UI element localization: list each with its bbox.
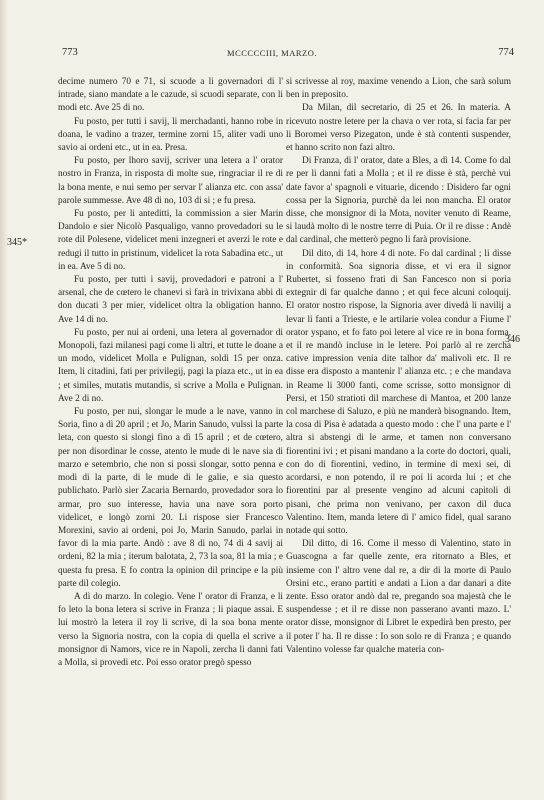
paragraph: Fu posto, per nui, slongar le mude a le nave, vanno in Soria, fino a dì 20 april ; et Jo, Marin Sanudo, vulssi la parte leta, con questo si slongi fino a dì 15 april ; et de cœtero, per non disordinar le cosse, atento le mude di le nave sia di marzo e setembrio, che non si possi slongar, sotto penna e modi di la parte, di le mude di le galie, e sia questo publichato. Parlò sier Zacaria Bernardo, provedador sora lo armar, pro suo interesse, havia una nave sora porto videlicet, e longò zorni 20. Li rispose sier Francesco Morexini, savio ai ordeni, poi Jo, Marin Sanudo, parlai in favor di la mia parte. Andò : ave 8 di no, 74 di 4 savij ai ordeni, 82 la mia ; iterum balotata, 2, 73 la soa, 81 la mia ; e questa fu presa. E fo contra la opinion dil principe e la più parte dil colegio. — [58, 407, 283, 589]
left-column — [58, 76, 283, 670]
paragraph: Fu posto, per tutti i savij, provedadori e patroni a l' arsenal, che de cœtero le chanevi si farà in trivixana abbi di don ducati 3 per mier, videlicet oltra la obligation hanno. Ave 14 di no. — [58, 275, 283, 325]
page-header — [0, 47, 544, 63]
right-column — [286, 76, 511, 657]
paragraph: Fu posto, per lhoro savij, scriver una letera a l' orator nostro in Franza, in risposta di molte sue, ringraciar il re di la bona mente, e nui semo per servar l' alianza etc. con assa' parole summesse. Ave 48 di no, 103 di si ; e fu presa. — [58, 156, 283, 206]
paragraph: Dil dito, di 14, hore 4 di note. Fo dal cardinal ; li disse in conformità. Soa signoria disse, et vi era il signor Rubertet, si fosseno frati di San Fancesco non si poria extegnir di far qualche danno ; et qui fece alcuni coloquij. El orator nostro rispose, la Signoria aver divedà li navilij a levar li fanti a Trieste, e le artilarie volea condur a Fiume l' orator yspano, et fo fato poi letere al vice re in bona forma, et il re mandò incluse in le letere. Poi parlò al re zercha cative impression venia dite talhor da' malivoli etc. Il re disse era disposto a mantenir l' alianza etc. ; e che mandava in Reame li 3000 fanti, come scrisse, sotto monsignor di Persi, et 150 stratioti dil marchese di Mantoa, et 200 lanze col marchese di Saluzo, e più ne manderà bisognando. Item, la cosa di Pisa è adatada a questo modo : che l' una parte e l' altra si abstengi di le arme, et tamen non conversano fiorentini ivi ; et pisani mandano a la corte do doctori, quali, con do di fiorentini, vedino, in termine di mexi sei, di acordarsi, e non potendo, il re poi li acorda lui ; et che fiorentini par al presente vengino ad alcuni capitoli di pisani, che prima non venivano, per caxon dil duca Valentino. Item, manda letere di l' amico fidel, qual sarano notade qui sotto. — [286, 248, 511, 536]
margin-number-left: 345* — [7, 237, 27, 248]
paragraph: A dì do marzo. In colegio. Vene l' orator di Franza, e li fo leto la bona letera si scrive in Franza ; li piaque assai. E lui mostrò la letera il roy li scrive, di la soa bona mente verso la Signoria nostra, con la copia di quella el scrive a monsignor di Namors, vice re in Napoli, zercha li danni fati a Molla, si provedi etc. Poi esso orator pregò spesso — [58, 591, 283, 668]
paragraph: Fu posto, per nui ai ordeni, una letera al governador di Monopoli, fazi milanesi pagi come li altri, et tutte le doane a un modo, videlicet Molla e Pulignan, soldi 15 per onza. Item, li citadini, fati per privilegij, pagi la piaza etc., ut in ea ; et similes, mutatis mutandis, si scrive a Molla e Pulignan. Ave 2 di no. — [58, 327, 283, 404]
paragraph: Dil ditto, di 16. Come il messo di Valentino, stato in Guascogna a far quelle zente, era ritornato a Bles, et insieme con l' altro vene dal re, a dir di la morte di Paulo Orsini etc., erano partiti e andati a Lion a dar danari a dite zente. Esso orator andò dal re, pregando soa majestà che le suspendesse ; et il re disse non passerano avanti mazo. L' orator disse, monsignor di Libret le expedirà ben presto, per il poter l' ha. Il re disse : Io son solo re di Franza ; e quando Valentino volesse far qualche materia con- — [286, 539, 511, 655]
page-number-left: 773 — [62, 47, 78, 58]
margin-number-right: 346 — [505, 334, 520, 345]
paragraph: Fu posto, per tutti i savij, li merchadanti, hanno robe in doana, le vadino a trazer, termine zorni 15, aliter vadi uno savio ai ordeni etc., ut in ea. Presa. — [58, 116, 283, 154]
binding-shadow — [0, 0, 8, 800]
paragraph: decime numero 70 e 71, si scuode a li governadori di l' intrade, siano mandate a le cazude, si scuodi separate, con li modi etc. Ave 25 di no. — [58, 77, 283, 114]
paragraph: si scrivesse al roy, maxime venendo a Lion, che sarà solum ben in preposito. — [286, 77, 511, 101]
running-title: MCCCCCIII, MARZO. — [227, 48, 317, 58]
paragraph: Di Franza, di l' orator, date a Bles, a dì 14. Come fo dal re per li danni fati a Molla ; et il re disse è stà, perchè vui date favor a' spagnoli e vituarie, dicendo : Disidero far ogni cossa per la Signoria, purchè da lei non mancha. El orator disse, che monsignor di la Mota, noviter venuto di Reame, si laudà molto di le nostre terre di Puia. Or il re disse : Andè dal cardinal, che metterò pegno li farà provisione. — [286, 156, 511, 246]
paragraph: Fu posto, per li anteditti, la commission a sier Marin Dandolo e sier Nicolò Pasqualigo, vanno provedadori su le rote dil Polesene, videlicet meni inzegneri et averzi le rote e redugi il tutto in pristinum, videlicet la rota Sabadina etc., ut in ea. Ave 5 di no. — [58, 209, 283, 272]
paragraph: Da Milan, dil secretario, di 25 et 26. In materia. A ricevuto nostre letere per la chava o ver rota, si faciа far per li Boromei verso Pizegaton, unde è stà contenti suspender, et hanno scrito non fazi altro. — [286, 103, 511, 154]
page-number-right: 774 — [498, 47, 514, 58]
